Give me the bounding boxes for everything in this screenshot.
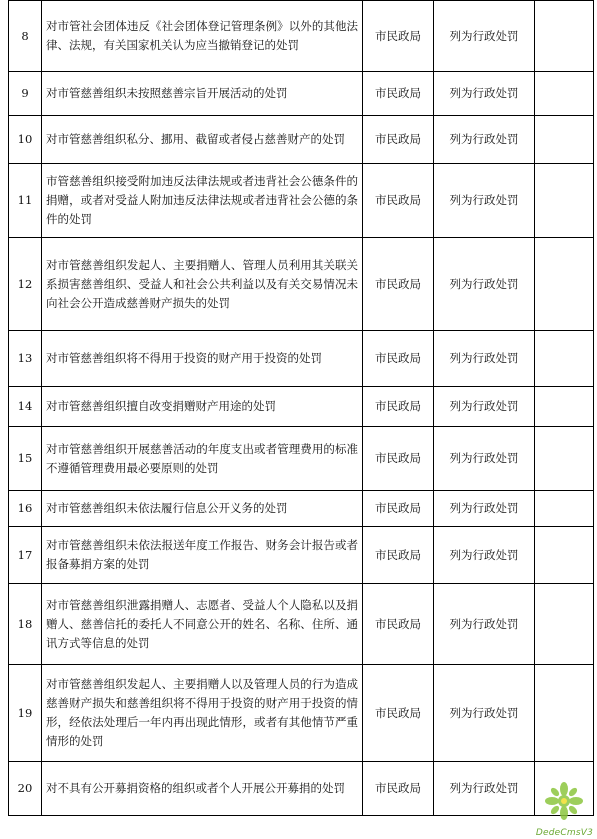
row-description: 对市管慈善组织未依法报送年度工作报告、财务会计报告或者报备募捐方案的处罚 bbox=[42, 527, 363, 584]
row-department: 市民政局 bbox=[363, 72, 434, 116]
row-department: 市民政局 bbox=[363, 387, 434, 427]
penalty-table bbox=[8, 0, 594, 816]
watermark-text: DedeCmsV3 bbox=[535, 828, 593, 838]
table-row bbox=[9, 238, 594, 331]
row-handling: 列为行政处罚 bbox=[434, 72, 535, 116]
table-row bbox=[9, 491, 594, 527]
row-handling: 列为行政处罚 bbox=[434, 164, 535, 238]
row-number: 16 bbox=[9, 491, 42, 527]
row-note bbox=[535, 164, 594, 238]
row-department: 市民政局 bbox=[363, 665, 434, 762]
row-number: 14 bbox=[9, 387, 42, 427]
table-row bbox=[9, 331, 594, 387]
row-note bbox=[535, 527, 594, 584]
row-handling: 列为行政处罚 bbox=[434, 427, 535, 491]
row-number: 15 bbox=[9, 427, 42, 491]
row-number: 20 bbox=[9, 762, 42, 816]
table-row bbox=[9, 427, 594, 491]
row-handling: 列为行政处罚 bbox=[434, 1, 535, 72]
row-note bbox=[535, 387, 594, 427]
row-description: 市管慈善组织接受附加违反法律法规或者违背社会公德条件的捐赠，或者对受益人附加违反法律法规或者违背社会公德的条件的处罚 bbox=[42, 164, 363, 238]
row-department: 市民政局 bbox=[363, 331, 434, 387]
row-description: 对市管慈善组织开展慈善活动的年度支出或者管理费用的标准不遵循管理费用最必要原则的处罚 bbox=[42, 427, 363, 491]
row-description: 对市管慈善组织私分、挪用、截留或者侵占慈善财产的处罚 bbox=[42, 116, 363, 164]
row-handling: 列为行政处罚 bbox=[434, 116, 535, 164]
row-note bbox=[535, 331, 594, 387]
row-department: 市民政局 bbox=[363, 427, 434, 491]
row-description: 对市管慈善组织发起人、主要捐赠人、管理人员利用其关联关系损害慈善组织、受益人和社会公共利益以及有关交易情况未向社会公开造成慈善财产损失的处罚 bbox=[42, 238, 363, 331]
row-description: 对市管慈善组织发起人、主要捐赠人以及管理人员的行为造成慈善财产损失和慈善组织将不得用于投资的财产用于投资的情形，经依法处理后一年内再出现此情形，或者有其他情节严重情形的处罚 bbox=[42, 665, 363, 762]
table-row bbox=[9, 527, 594, 584]
row-note bbox=[535, 491, 594, 527]
table-row bbox=[9, 762, 594, 816]
row-department: 市民政局 bbox=[363, 491, 434, 527]
table-row bbox=[9, 72, 594, 116]
table-row bbox=[9, 387, 594, 427]
row-description: 对市管慈善组织未依法履行信息公开义务的处罚 bbox=[42, 491, 363, 527]
row-description: 对市管慈善组织泄露捐赠人、志愿者、受益人个人隐私以及捐赠人、慈善信托的委托人不同意公开的姓名、名称、住所、通讯方式等信息的处罚 bbox=[42, 584, 363, 665]
row-number: 18 bbox=[9, 584, 42, 665]
row-handling: 列为行政处罚 bbox=[434, 238, 535, 331]
row-number: 12 bbox=[9, 238, 42, 331]
row-note bbox=[535, 1, 594, 72]
row-handling: 列为行政处罚 bbox=[434, 387, 535, 427]
table-row bbox=[9, 116, 594, 164]
table-row bbox=[9, 164, 594, 238]
row-handling: 列为行政处罚 bbox=[434, 584, 535, 665]
row-number: 10 bbox=[9, 116, 42, 164]
row-description: 对市管社会团体违反《社会团体登记管理条例》以外的其他法律、法规，有关国家机关认为应当撤销登记的处罚 bbox=[42, 1, 363, 72]
row-note bbox=[535, 116, 594, 164]
row-department: 市民政局 bbox=[363, 1, 434, 72]
table-row bbox=[9, 665, 594, 762]
row-department: 市民政局 bbox=[363, 584, 434, 665]
row-handling: 列为行政处罚 bbox=[434, 491, 535, 527]
row-department: 市民政局 bbox=[363, 762, 434, 816]
row-note bbox=[535, 238, 594, 331]
row-department: 市民政局 bbox=[363, 527, 434, 584]
row-number: 19 bbox=[9, 665, 42, 762]
row-handling: 列为行政处罚 bbox=[434, 665, 535, 762]
row-number: 8 bbox=[9, 1, 42, 72]
row-note bbox=[535, 584, 594, 665]
row-note bbox=[535, 665, 594, 762]
row-note bbox=[535, 427, 594, 491]
row-description: 对市管慈善组织将不得用于投资的财产用于投资的处罚 bbox=[42, 331, 363, 387]
row-description: 对市管慈善组织未按照慈善宗旨开展活动的处罚 bbox=[42, 72, 363, 116]
table-row bbox=[9, 584, 594, 665]
row-handling: 列为行政处罚 bbox=[434, 762, 535, 816]
row-handling: 列为行政处罚 bbox=[434, 331, 535, 387]
row-department: 市民政局 bbox=[363, 116, 434, 164]
row-number: 11 bbox=[9, 164, 42, 238]
row-description: 对不具有公开募捐资格的组织或者个人开展公开募捐的处罚 bbox=[42, 762, 363, 816]
row-note bbox=[535, 72, 594, 116]
row-handling: 列为行政处罚 bbox=[434, 527, 535, 584]
row-description: 对市管慈善组织擅自改变捐赠财产用途的处罚 bbox=[42, 387, 363, 427]
row-number: 9 bbox=[9, 72, 42, 116]
row-department: 市民政局 bbox=[363, 238, 434, 331]
row-number: 13 bbox=[9, 331, 42, 387]
table-row bbox=[9, 1, 594, 72]
row-number: 17 bbox=[9, 527, 42, 584]
row-department: 市民政局 bbox=[363, 164, 434, 238]
